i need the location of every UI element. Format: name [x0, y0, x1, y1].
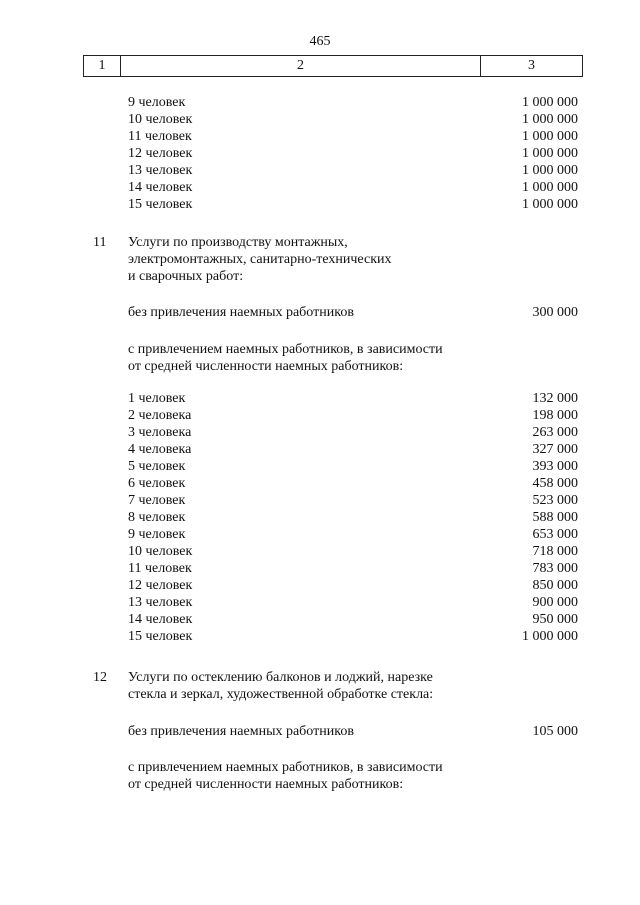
with-workers-line — [0, 759, 640, 777]
page-number: 465 — [309, 34, 331, 49]
row-label: 2 человека — [128, 408, 192, 423]
row-value: 718 000 — [532, 544, 578, 559]
table-row — [0, 526, 640, 544]
table-row — [0, 111, 640, 129]
row-label: 10 человек — [128, 112, 193, 127]
section-11-title-line — [0, 251, 640, 269]
row-label: 9 человек — [128, 527, 186, 542]
row-label: 12 человек — [128, 146, 193, 161]
row-label: 15 человек — [128, 629, 193, 644]
table-row — [0, 424, 640, 442]
row-value: 198 000 — [532, 408, 578, 423]
section-12-title-line — [0, 686, 640, 704]
table-row — [0, 628, 640, 646]
section-title: Услуги по производству монтажных, — [128, 235, 348, 250]
with-workers-text: от средней численности наемных работников: — [128, 777, 404, 792]
row-value: 1 000 000 — [522, 197, 578, 212]
row-label: 11 человек — [128, 129, 192, 144]
row-label: 14 человек — [128, 180, 193, 195]
with-workers-line — [0, 776, 640, 794]
with-workers-line — [0, 341, 640, 359]
section-title: стекла и зеркал, художественной обработке стекла: — [128, 687, 434, 702]
table-row — [0, 475, 640, 493]
row-value: 1 000 000 — [522, 163, 578, 178]
table-row — [0, 543, 640, 561]
with-workers-line — [0, 358, 640, 376]
section-12-title-line — [0, 669, 640, 687]
with-workers-text: с привлечением наемных работников, в зависимости — [128, 760, 443, 775]
row-label: 3 человека — [128, 425, 192, 440]
row-value: 653 000 — [532, 527, 578, 542]
row-label: 4 человека — [128, 442, 192, 457]
row-label: 13 человек — [128, 163, 193, 178]
row-value: 1 000 000 — [522, 112, 578, 127]
row-label: 12 человек — [128, 578, 193, 593]
section-title: и сварочных работ: — [128, 269, 244, 284]
row-label: 9 человек — [128, 95, 186, 110]
table-row — [0, 577, 640, 595]
row-label: 14 человек — [128, 612, 193, 627]
header-col-2: 2 — [121, 56, 481, 76]
row-value: 132 000 — [532, 391, 578, 406]
without-workers-label: без привлечения наемных работников — [128, 724, 354, 739]
table-row — [0, 145, 640, 163]
row-label: 7 человек — [128, 493, 186, 508]
row-value: 1 000 000 — [522, 129, 578, 144]
header-col-1: 1 — [84, 56, 121, 76]
table-row — [0, 196, 640, 214]
row-label: 1 человек — [128, 391, 186, 406]
table-row — [0, 390, 640, 408]
row-value: 523 000 — [532, 493, 578, 508]
row-label: 8 человек — [128, 510, 186, 525]
without-workers-row — [0, 723, 640, 741]
row-value: 393 000 — [532, 459, 578, 474]
with-workers-text: от средней численности наемных работников: — [128, 359, 404, 374]
section-title: электромонтажных, санитарно-технических — [128, 252, 392, 267]
row-value: 588 000 — [532, 510, 578, 525]
without-workers-value: 105 000 — [532, 724, 578, 739]
table-row — [0, 407, 640, 425]
row-label: 13 человек — [128, 595, 193, 610]
table-row — [0, 179, 640, 197]
table-row — [0, 94, 640, 112]
row-value: 327 000 — [532, 442, 578, 457]
row-value: 458 000 — [532, 476, 578, 491]
table-row — [0, 492, 640, 510]
table-row — [0, 162, 640, 180]
header-col-3: 3 — [528, 58, 535, 73]
table-row — [0, 128, 640, 146]
row-value: 1 000 000 — [522, 95, 578, 110]
section-12-number: 12 — [93, 670, 107, 685]
table-header — [83, 55, 583, 77]
table-row — [0, 441, 640, 459]
table-row — [0, 458, 640, 476]
row-value: 783 000 — [532, 561, 578, 576]
section-title: Услуги по остеклению балконов и лоджий, нарезке — [128, 670, 433, 685]
row-label: 11 человек — [128, 561, 192, 576]
row-value: 1 000 000 — [522, 180, 578, 195]
row-value: 1 000 000 — [522, 629, 578, 644]
row-label: 15 человек — [128, 197, 193, 212]
without-workers-label: без привлечения наемных работников — [128, 305, 354, 320]
section-11-title-line — [0, 234, 640, 252]
table-row — [0, 594, 640, 612]
table-row — [0, 509, 640, 527]
without-workers-value: 300 000 — [532, 305, 578, 320]
section-11-title-line — [0, 268, 640, 286]
row-label: 6 человек — [128, 476, 186, 491]
section-11-number: 11 — [93, 235, 107, 250]
row-value: 263 000 — [532, 425, 578, 440]
with-workers-text: с привлечением наемных работников, в зависимости — [128, 342, 443, 357]
without-workers-row — [0, 304, 640, 322]
row-label: 10 человек — [128, 544, 193, 559]
row-value: 850 000 — [532, 578, 578, 593]
row-value: 900 000 — [532, 595, 578, 610]
table-row — [0, 611, 640, 629]
row-value: 1 000 000 — [522, 146, 578, 161]
row-label: 5 человек — [128, 459, 186, 474]
table-row — [0, 560, 640, 578]
row-value: 950 000 — [532, 612, 578, 627]
